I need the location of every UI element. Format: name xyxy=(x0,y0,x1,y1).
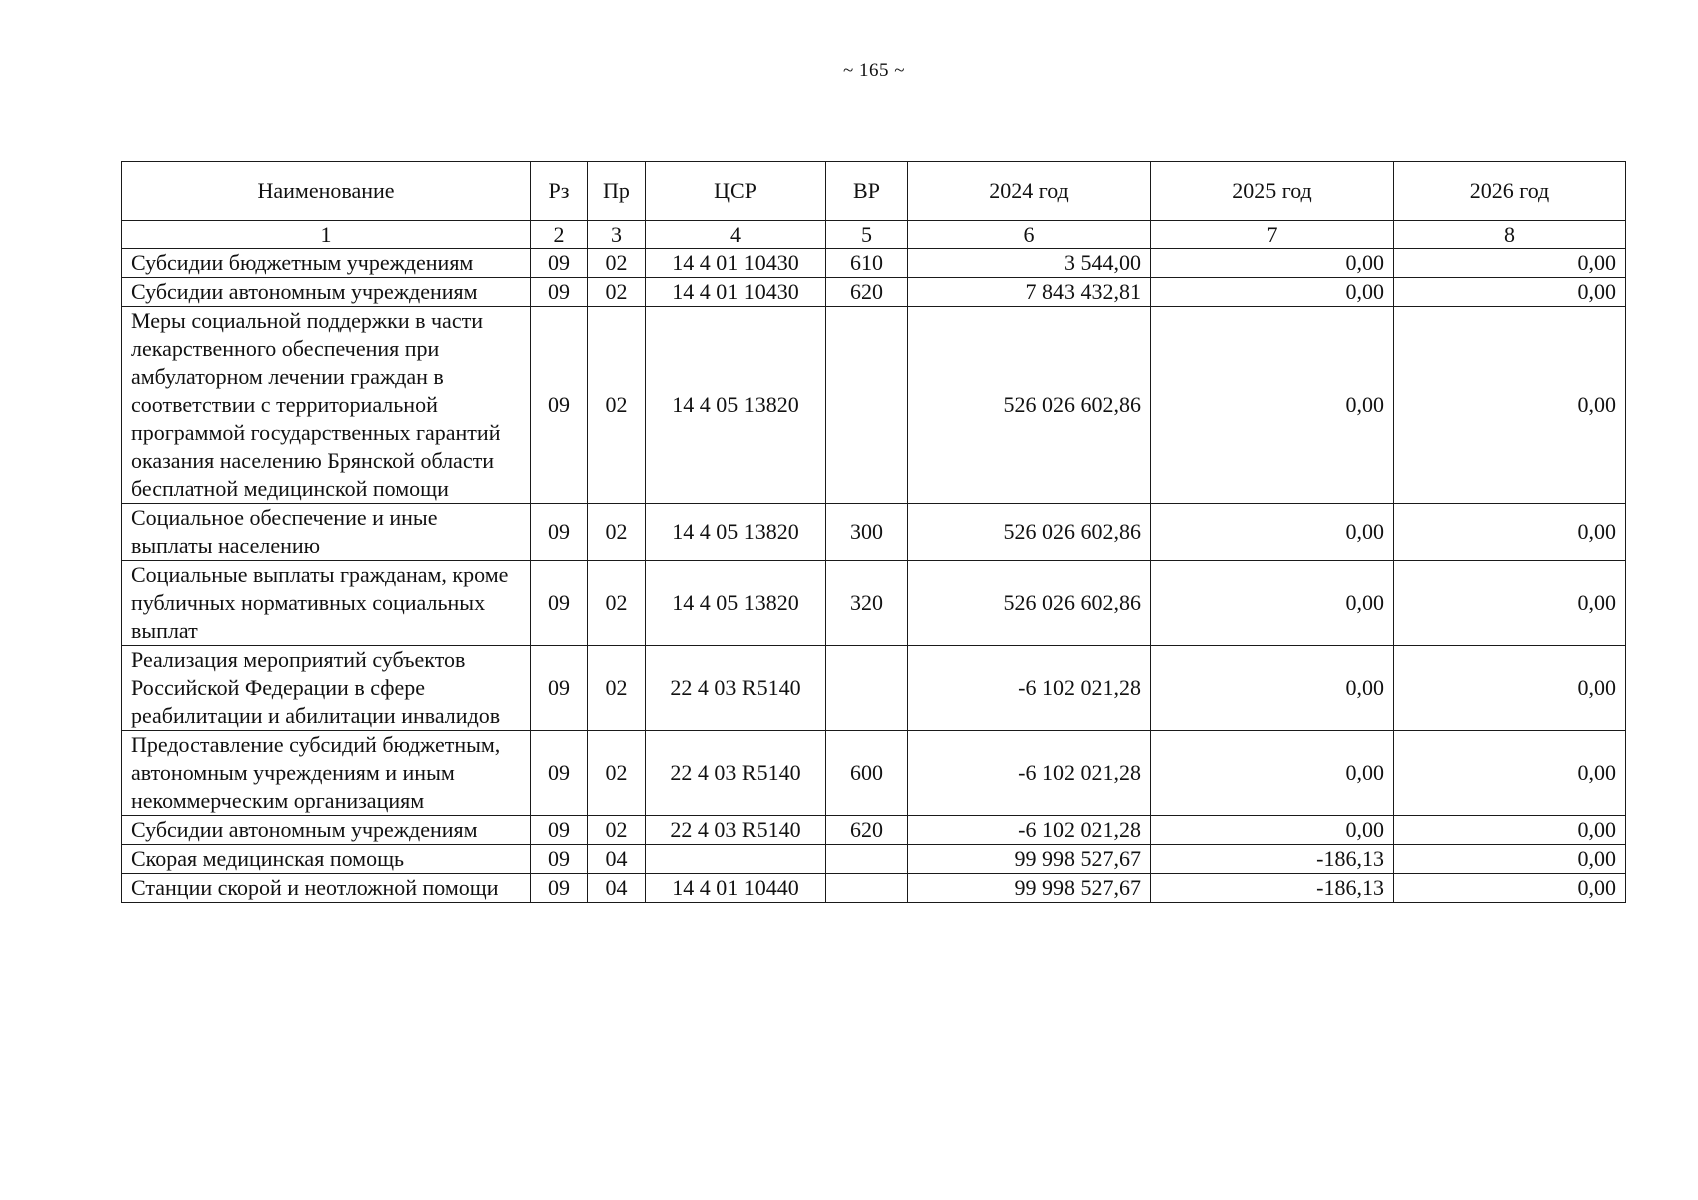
row-rz: 09 xyxy=(531,816,588,845)
row-amount-2024: 99 998 527,67 xyxy=(908,874,1151,903)
header-pr: Пр xyxy=(588,162,646,221)
column-number: 4 xyxy=(646,221,826,249)
row-amount-2024: 99 998 527,67 xyxy=(908,845,1151,874)
row-csr: 14 4 05 13820 xyxy=(646,561,826,646)
row-amount-2024: -6 102 021,28 xyxy=(908,816,1151,845)
row-name: Субсидии автономным учреждениям xyxy=(122,816,531,845)
row-pr: 02 xyxy=(588,249,646,278)
row-pr: 04 xyxy=(588,874,646,903)
table-row xyxy=(122,816,1626,845)
row-vr xyxy=(826,307,908,504)
table-row xyxy=(122,646,1626,731)
row-vr: 620 xyxy=(826,816,908,845)
row-amount-2024: -6 102 021,28 xyxy=(908,646,1151,731)
row-amount-2026: 0,00 xyxy=(1394,561,1626,646)
row-amount-2026: 0,00 xyxy=(1394,646,1626,731)
row-amount-2026: 0,00 xyxy=(1394,874,1626,903)
row-amount-2026: 0,00 xyxy=(1394,307,1626,504)
row-pr: 02 xyxy=(588,731,646,816)
header-2025: 2025 год xyxy=(1151,162,1394,221)
row-csr: 22 4 03 R5140 xyxy=(646,731,826,816)
row-amount-2025: -186,13 xyxy=(1151,874,1394,903)
row-pr: 02 xyxy=(588,646,646,731)
row-csr: 14 4 01 10430 xyxy=(646,278,826,307)
header-2024: 2024 год xyxy=(908,162,1151,221)
row-amount-2025: 0,00 xyxy=(1151,278,1394,307)
row-csr: 14 4 05 13820 xyxy=(646,504,826,561)
header-rz: Рз xyxy=(531,162,588,221)
header-csr: ЦСР xyxy=(646,162,826,221)
table-row xyxy=(122,561,1626,646)
row-rz: 09 xyxy=(531,504,588,561)
row-csr: 14 4 01 10430 xyxy=(646,249,826,278)
table-row xyxy=(122,249,1626,278)
row-pr: 02 xyxy=(588,278,646,307)
header-vr: ВР xyxy=(826,162,908,221)
row-vr xyxy=(826,845,908,874)
row-amount-2025: -186,13 xyxy=(1151,845,1394,874)
row-pr: 02 xyxy=(588,816,646,845)
column-number: 3 xyxy=(588,221,646,249)
column-number: 6 xyxy=(908,221,1151,249)
row-vr: 320 xyxy=(826,561,908,646)
column-number: 5 xyxy=(826,221,908,249)
table-row xyxy=(122,307,1626,504)
row-vr: 610 xyxy=(826,249,908,278)
row-csr: 22 4 03 R5140 xyxy=(646,646,826,731)
row-name: Станции скорой и неотложной помощи xyxy=(122,874,531,903)
column-number: 8 xyxy=(1394,221,1626,249)
row-vr: 600 xyxy=(826,731,908,816)
row-amount-2025: 0,00 xyxy=(1151,249,1394,278)
row-pr: 04 xyxy=(588,845,646,874)
row-name: Предоставление субсидий бюджетным, автономным учреждениям и иным некоммерческим организациям xyxy=(122,731,531,816)
row-amount-2025: 0,00 xyxy=(1151,561,1394,646)
row-name: Субсидии бюджетным учреждениям xyxy=(122,249,531,278)
column-number: 2 xyxy=(531,221,588,249)
row-rz: 09 xyxy=(531,278,588,307)
row-amount-2025: 0,00 xyxy=(1151,731,1394,816)
budget-table xyxy=(121,161,1626,903)
row-amount-2024: 526 026 602,86 xyxy=(908,504,1151,561)
row-amount-2025: 0,00 xyxy=(1151,307,1394,504)
row-rz: 09 xyxy=(531,561,588,646)
row-vr: 620 xyxy=(826,278,908,307)
row-amount-2024: -6 102 021,28 xyxy=(908,731,1151,816)
row-amount-2024: 526 026 602,86 xyxy=(908,561,1151,646)
row-amount-2026: 0,00 xyxy=(1394,504,1626,561)
row-rz: 09 xyxy=(531,307,588,504)
row-vr: 300 xyxy=(826,504,908,561)
row-name: Меры социальной поддержки в части лекарственного обеспечения при амбулаторном лечении граждан в соответствии с территориальной программой государственных гарантий оказания населению Брянской области бесплатной медицинской помощи xyxy=(122,307,531,504)
row-csr: 14 4 01 10440 xyxy=(646,874,826,903)
row-amount-2026: 0,00 xyxy=(1394,278,1626,307)
row-name: Субсидии автономным учреждениям xyxy=(122,278,531,307)
row-name: Социальное обеспечение и иные выплаты населению xyxy=(122,504,531,561)
row-name: Социальные выплаты гражданам, кроме публичных нормативных социальных выплат xyxy=(122,561,531,646)
row-vr xyxy=(826,874,908,903)
table-row xyxy=(122,845,1626,874)
row-amount-2025: 0,00 xyxy=(1151,816,1394,845)
row-rz: 09 xyxy=(531,249,588,278)
row-pr: 02 xyxy=(588,504,646,561)
header-name: Наименование xyxy=(122,162,531,221)
column-number: 7 xyxy=(1151,221,1394,249)
row-amount-2026: 0,00 xyxy=(1394,731,1626,816)
row-amount-2026: 0,00 xyxy=(1394,816,1626,845)
row-rz: 09 xyxy=(531,646,588,731)
row-rz: 09 xyxy=(531,874,588,903)
table-header-row xyxy=(122,162,1626,221)
row-pr: 02 xyxy=(588,307,646,504)
table-row xyxy=(122,278,1626,307)
row-amount-2025: 0,00 xyxy=(1151,646,1394,731)
row-amount-2024: 526 026 602,86 xyxy=(908,307,1151,504)
row-csr xyxy=(646,845,826,874)
row-rz: 09 xyxy=(531,731,588,816)
page-number: ~ 165 ~ xyxy=(842,60,906,81)
row-amount-2024: 7 843 432,81 xyxy=(908,278,1151,307)
row-vr xyxy=(826,646,908,731)
row-rz: 09 xyxy=(531,845,588,874)
row-pr: 02 xyxy=(588,561,646,646)
row-amount-2025: 0,00 xyxy=(1151,504,1394,561)
column-number-row xyxy=(122,221,1626,249)
row-csr: 22 4 03 R5140 xyxy=(646,816,826,845)
column-number: 1 xyxy=(122,221,531,249)
header-2026: 2026 год xyxy=(1394,162,1626,221)
row-name: Скорая медицинская помощь xyxy=(122,845,531,874)
row-csr: 14 4 05 13820 xyxy=(646,307,826,504)
table-row xyxy=(122,504,1626,561)
table-row xyxy=(122,731,1626,816)
row-amount-2024: 3 544,00 xyxy=(908,249,1151,278)
table-row xyxy=(122,874,1626,903)
row-amount-2026: 0,00 xyxy=(1394,249,1626,278)
row-name: Реализация мероприятий субъектов Российской Федерации в сфере реабилитации и абилитации инвалидов xyxy=(122,646,531,731)
row-amount-2026: 0,00 xyxy=(1394,845,1626,874)
